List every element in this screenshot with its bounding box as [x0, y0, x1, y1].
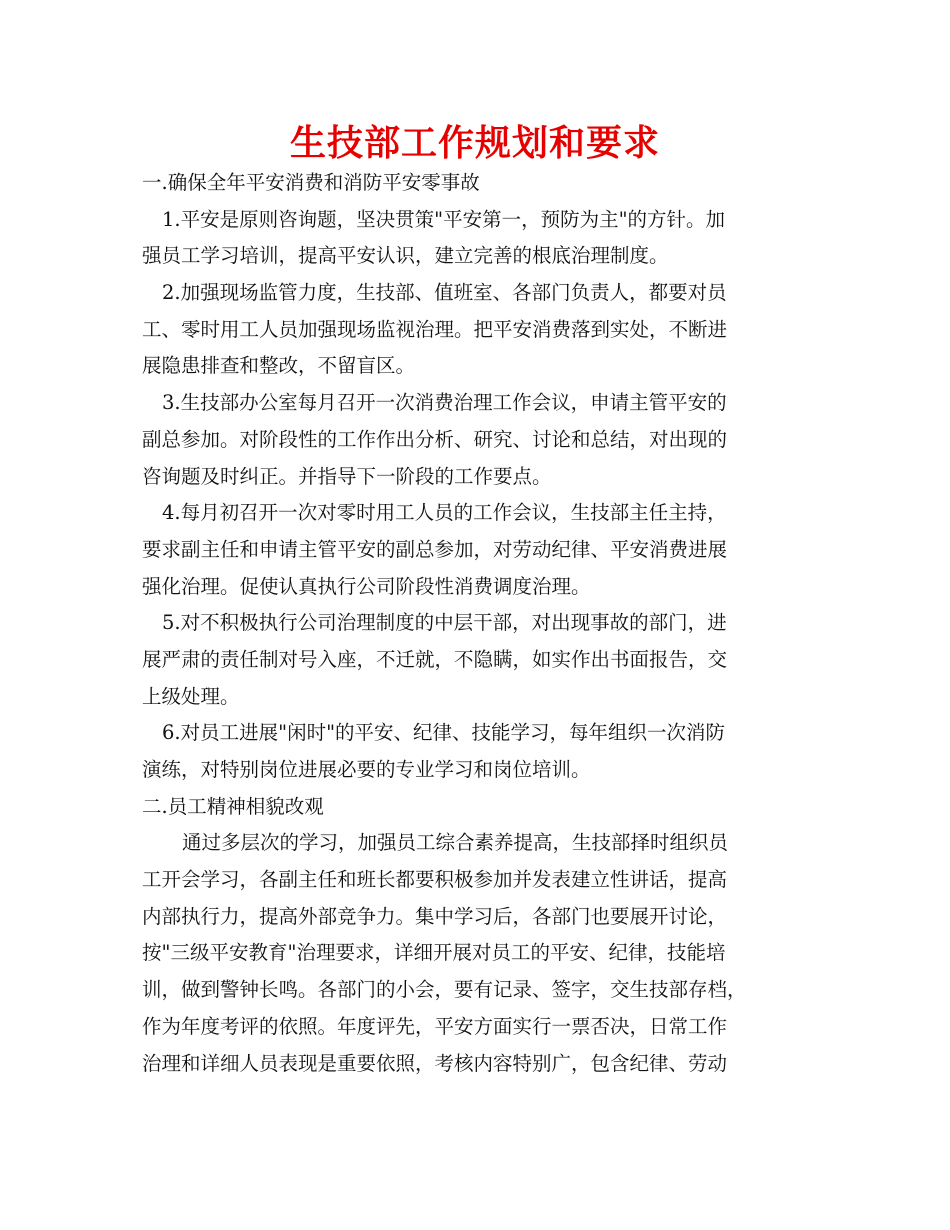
paragraph-first-line: 通过多层次的学习，加强员工综合素养提高，生技部择时组织员	[182, 831, 729, 855]
document-body	[142, 165, 810, 1082]
list-item-line: 1.平安是原则咨询题，坚决贯策"平安第一，预防为主"的方针。加	[162, 207, 726, 231]
body-line: 治理和详细人员表现是重要依照，考核内容特别广，包含纪律、劳动	[142, 1051, 728, 1075]
section-heading: 二.员工精神相貌改观	[142, 794, 324, 818]
body-line: 展严肃的责任制对号入座，不迁就，不隐瞒，如实作出书面报告，交	[142, 647, 728, 671]
body-line: 工开会学习，各副主任和班长都要积极参加并发表建立性讲话，提高	[142, 868, 728, 892]
body-line: 演练，对特别岗位进展必要的专业学习和岗位培训。	[142, 758, 591, 781]
list-item-line: 5.对不积极执行公司治理制度的中层干部，对出现事故的部门，进	[162, 611, 727, 635]
body-line: 内部执行力，提高外部竞争力。集中学习后，各部门也要展开讨论，	[142, 904, 728, 928]
body-line: 上级处理。	[142, 684, 240, 708]
document-title: 生技部工作规划和要求	[289, 123, 660, 164]
list-item-line: 4.每月初召开一次对零时用工人员的工作会议，生技部主任主持，	[162, 501, 727, 525]
body-line: 按"三级平安教育"治理要求，详细开展对员工的平安、纪律，技能培	[142, 941, 726, 965]
body-line: 训，做到警钟长鸣。各部门的小会，要有记录、签字，交生技部存档，	[142, 978, 747, 1002]
body-line: 展隐患排查和整改，不留盲区。	[142, 354, 416, 378]
section-heading: 一.确保全年平安消费和消防平安零事故	[142, 171, 480, 194]
body-line: 咨询题及时纠正。并指导下一阶段的工作要点。	[142, 464, 552, 488]
body-line: 强化治理。促使认真执行公司阶段性消费调度治理。	[142, 574, 591, 598]
list-item-line: 3.生技部办公室每月召开一次消费治理工作会议，申请主管平安的	[162, 391, 727, 415]
body-line: 作为年度考评的依照。年度评先，平安方面实行一票否决，日常工作	[142, 1014, 728, 1038]
list-item-line: 2.加强现场监管力度，生技部、值班室、各部门负责人，都要对员	[162, 281, 727, 305]
list-item-line: 6.对员工进展"闲时"的平安、纪律、技能学习，每年组织一次消防	[162, 721, 726, 745]
body-line: 强员工学习培训，提高平安认识，建立完善的根底治理制度。	[142, 244, 669, 268]
body-line: 要求副主任和申请主管平安的副总参加，对劳动纪律、平安消费进展	[142, 537, 728, 561]
body-line: 副总参加。对阶段性的工作作出分析、研究、讨论和总结，对出现的	[142, 427, 728, 451]
body-line: 工、零时用工人员加强现场监视治理。把平安消费落到实处，不断进	[142, 317, 728, 341]
